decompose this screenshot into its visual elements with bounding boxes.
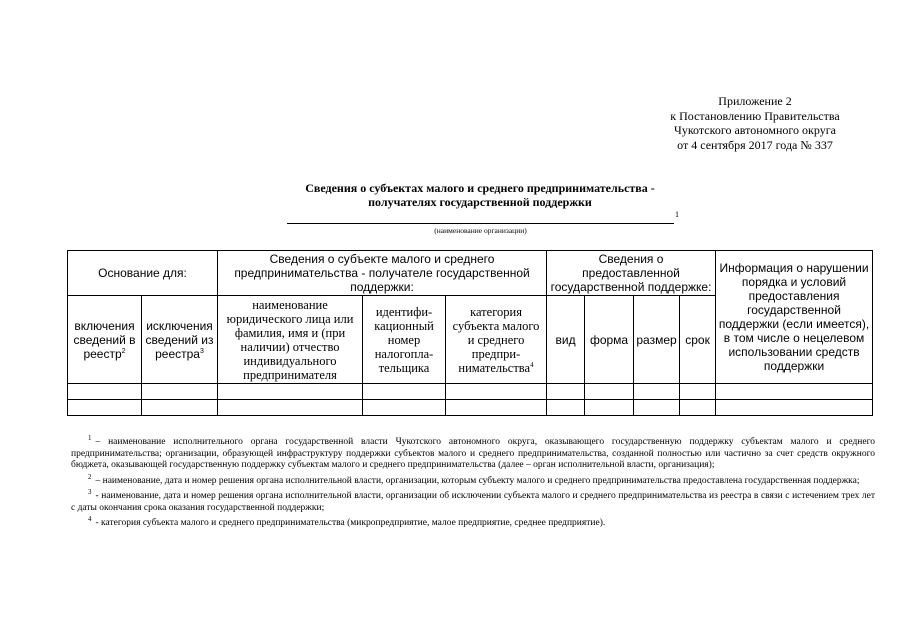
organization-footnote-mark: 1 [675, 210, 679, 219]
empty-cell[interactable] [68, 400, 142, 416]
col-include-sup: 2 [121, 347, 126, 355]
empty-cell[interactable] [634, 384, 680, 400]
title-line-2: получателях государственной поддержки [368, 195, 592, 209]
empty-cell[interactable] [363, 384, 446, 400]
footnote-4-mark: 4 [88, 515, 92, 524]
footnote-2 [71, 472, 875, 488]
organization-caption: (наименование организации) [434, 226, 527, 235]
empty-cell[interactable] [446, 400, 547, 416]
footnote-1-mark: 1 [88, 434, 92, 442]
col-size: размер [634, 296, 680, 384]
empty-cell[interactable] [634, 400, 680, 416]
empty-cell[interactable] [363, 400, 446, 416]
footnote-2-text: – наименование, дата и номер решения органа исполнительной власти, организации, которым субъекту малого и среднего предпринимательства предоставлена государственная поддержка; [95, 475, 860, 486]
footnote-3-mark: 3 [88, 488, 92, 497]
col-category [446, 296, 547, 384]
header-support: Сведения о предоставленной государственной поддержке: [547, 251, 716, 296]
footnote-1 [71, 433, 875, 472]
col-exclude [142, 296, 218, 384]
empty-cell[interactable] [218, 400, 363, 416]
col-term: срок [680, 296, 716, 384]
col-inn: идентифи-кационный номер налогопла-тельщика [363, 296, 446, 384]
empty-cell[interactable] [585, 400, 634, 416]
appendix-line-3: Чукотского автономного округа [674, 123, 836, 137]
appendix-line-2: к Постановлению Правительства [670, 108, 840, 123]
col-include [68, 296, 142, 384]
empty-cell[interactable] [680, 384, 716, 400]
col-form: форма [585, 296, 634, 384]
col-category-sup: 4 [530, 360, 534, 369]
empty-cell[interactable] [142, 384, 218, 400]
empty-cell[interactable] [585, 384, 634, 400]
table-row [68, 384, 873, 400]
empty-cell[interactable] [142, 400, 218, 416]
col-exclude-sup: 3 [199, 347, 204, 355]
footnote-1-text: – наименование исполнительного органа государственной власти Чукотского автономного округа, оказывающего государственную поддержку субъектам малого и среднего предпринимательства; организации, образующей инфраструктуру поддержки субъектов малого и среднего предпринимательства, созданной полностью или частично за счет средств окружного бюджета, оказывающей государственную поддержку субъектам малого и среднего предпринимательства (далее – орган исполнительной власти, организация); [71, 437, 875, 471]
empty-cell[interactable] [547, 400, 585, 416]
document-title [270, 181, 690, 209]
col-category-label: категория субъекта малого и среднего предпри-нимательства [452, 304, 540, 375]
appendix-header [655, 94, 855, 152]
table-row [68, 400, 873, 416]
header-violation: Информация о нарушении порядка и условий предоставления государственной поддержки (если имеется), в том числе о нецелевом использовании средств поддержки [716, 251, 873, 384]
empty-cell[interactable] [716, 384, 873, 400]
empty-cell[interactable] [716, 400, 873, 416]
empty-cell[interactable] [446, 384, 547, 400]
smb-support-table [67, 250, 873, 416]
footnote-4-text: - категория субъекта малого и среднего предпринимательства (микропредприятие, малое предприятие, среднее предприятие). [95, 518, 606, 529]
footnote-2-mark: 2 [88, 472, 92, 481]
col-name: наименование юридического лица или фамилия, имя и (при наличии) отчество индивидуального предпринимателя [218, 296, 363, 384]
empty-cell[interactable] [218, 384, 363, 400]
footnote-4 [71, 514, 875, 530]
header-basis: Основание для: [68, 251, 218, 296]
title-line-1: Сведения о субъектах малого и среднего предпринимательства - [305, 181, 655, 195]
empty-cell[interactable] [680, 400, 716, 416]
footnote-3 [71, 487, 875, 514]
col-exclude-label: исключения сведений из реестра [145, 318, 214, 361]
empty-cell[interactable] [68, 384, 142, 400]
footnotes [71, 433, 875, 530]
col-type: вид [547, 296, 585, 384]
footnote-3-text: - наименование, дата и номер решения органа исполнительной власти, организации об исключении субъекта малого и среднего предпринимательства из реестра в связи с истечением трех лет с даты окончания срока оказания государственной поддержки; [71, 491, 875, 513]
appendix-line-1: Приложение 2 [718, 94, 792, 108]
organization-name-line [287, 223, 674, 224]
col-include-label: включения сведений в реестр [73, 318, 136, 361]
appendix-line-4: от 4 сентября 2017 года № 337 [677, 137, 833, 152]
empty-cell[interactable] [547, 384, 585, 400]
header-subject: Сведения о субъекте малого и среднего предпринимательства - получателе государственной поддержки: [218, 251, 547, 296]
